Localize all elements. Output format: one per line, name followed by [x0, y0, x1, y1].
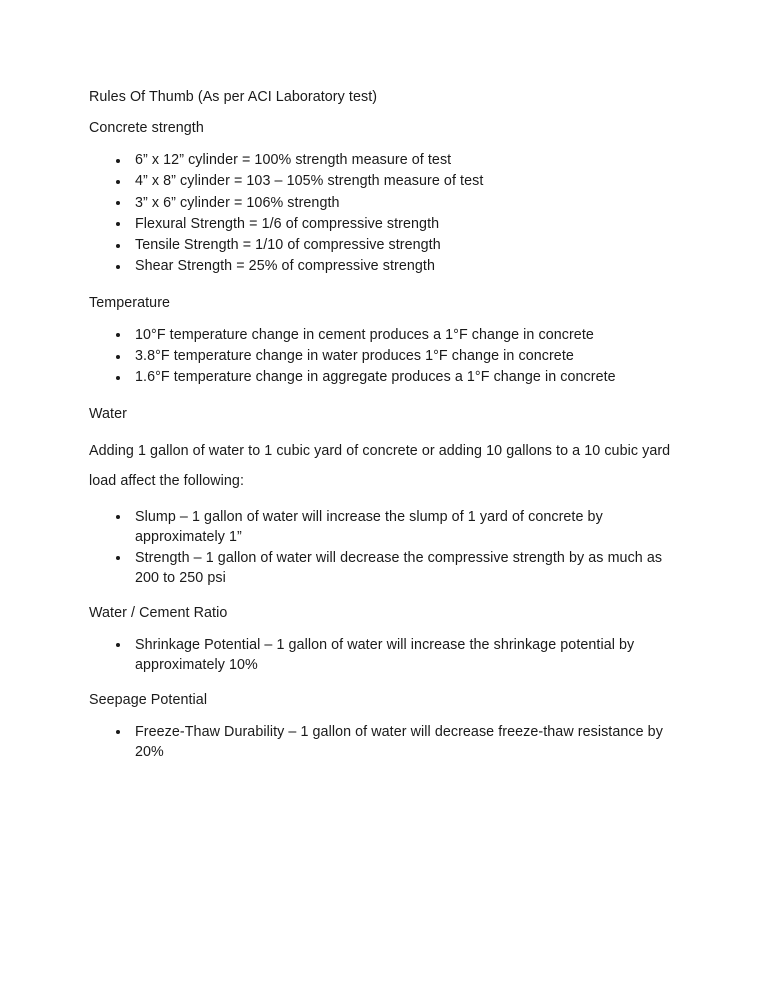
list-item: Shrinkage Potential – 1 gallon of water will increase the shrinkage potential by approximately 10% [89, 635, 681, 675]
list-item: 6” x 12” cylinder = 100% strength measure of test [89, 150, 681, 171]
section-heading-temperature: Temperature [89, 294, 171, 311]
section-heading-concrete-strength: Concrete strength [89, 120, 204, 136]
water-intro-paragraph: Adding 1 gallon of water to 1 cubic yard of concrete or adding 10 gallons to a 10 cubic yard load affect the following: [89, 442, 671, 489]
bullet-list-temperature [89, 325, 681, 389]
list-item: Strength – 1 gallon of water will decrease the compressive strength by as much as 200 to 250 psi [89, 548, 681, 588]
bullet-list-concrete-strength [89, 150, 681, 278]
document-body [89, 88, 681, 778]
list-item: 1.6°F temperature change in aggregate produces a 1°F change in concrete [89, 367, 681, 388]
list-item: Shear Strength = 25% of compressive strength [89, 256, 681, 277]
bullet-list-water [89, 507, 681, 588]
list-item: Flexural Strength = 1/6 of compressive strength [89, 214, 681, 235]
list-item: 3.8°F temperature change in water produces 1°F change in concrete [89, 346, 681, 367]
section-heading-seepage-potential: Seepage Potential [89, 691, 208, 708]
document-title: Rules Of Thumb (As per ACI Laboratory test) [89, 89, 378, 105]
list-item: 4” x 8” cylinder = 103 – 105% strength measure of test [89, 171, 681, 192]
list-item: Slump – 1 gallon of water will increase the slump of 1 yard of concrete by approximately 1” [89, 507, 681, 547]
section-heading-water: Water [89, 405, 127, 422]
section-heading-water-cement-ratio: Water / Cement Ratio [89, 604, 228, 621]
list-item: Tensile Strength = 1/10 of compressive strength [89, 235, 681, 256]
list-item: 3” x 6” cylinder = 106% strength [89, 193, 681, 214]
list-item: 10°F temperature change in cement produces a 1°F change in concrete [89, 325, 681, 346]
bullet-list-water-cement-ratio [89, 635, 681, 675]
bullet-list-seepage-potential [89, 722, 681, 762]
list-item: Freeze-Thaw Durability – 1 gallon of water will decrease freeze-thaw resistance by 20% [89, 722, 681, 762]
